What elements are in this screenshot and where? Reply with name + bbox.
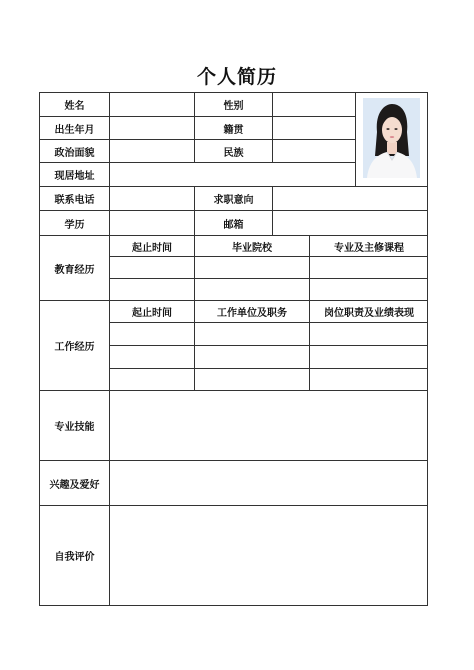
label-education-history: 教育经历 <box>54 264 95 276</box>
native-place-field[interactable] <box>273 117 355 139</box>
label-job-intention: 求职意向 <box>213 195 254 206</box>
label-political-status: 政治面貌 <box>54 147 95 159</box>
label-work-history: 工作经历 <box>54 342 95 353</box>
label-self-evaluation: 自我评价 <box>54 552 95 563</box>
work-header-company: 工作单位及职务 <box>217 308 287 319</box>
page-title: 个人简历 <box>196 66 277 88</box>
label-ethnicity: 民族 <box>223 147 244 159</box>
education-level-field[interactable] <box>110 211 194 235</box>
self-evaluation-field[interactable] <box>110 506 428 605</box>
job-intention-field[interactable] <box>273 187 428 210</box>
education-header-major: 专业及主修课程 <box>334 242 404 254</box>
label-address: 现居地址 <box>54 171 95 182</box>
label-gender: 性别 <box>223 101 244 112</box>
label-education-level: 学历 <box>64 219 85 231</box>
address-field[interactable] <box>110 163 355 186</box>
work-header-duties: 岗位职责及业绩表现 <box>324 308 414 319</box>
hobbies-field[interactable] <box>110 461 428 505</box>
phone-field[interactable] <box>110 187 194 210</box>
education-header-period: 起止时间 <box>132 242 172 254</box>
label-native-place: 籍贯 <box>223 124 244 136</box>
gender-field[interactable] <box>273 93 355 116</box>
label-phone: 联系电话 <box>54 195 95 206</box>
label-name: 姓名 <box>64 101 85 112</box>
email-field[interactable] <box>273 211 428 235</box>
label-hobbies: 兴趣及爱好 <box>49 479 100 491</box>
birth-field[interactable] <box>110 117 194 139</box>
work-header-period: 起止时间 <box>132 308 172 319</box>
education-header-school: 毕业院校 <box>232 242 272 254</box>
skills-field[interactable] <box>110 391 428 460</box>
portrait-photo <box>363 98 420 178</box>
name-field[interactable] <box>110 93 194 116</box>
political-status-field[interactable] <box>110 140 194 162</box>
label-email: 邮箱 <box>223 219 244 231</box>
ethnicity-field[interactable] <box>273 140 355 162</box>
portrait-image <box>363 98 420 178</box>
label-skills: 专业技能 <box>54 422 95 433</box>
label-birth: 出生年月 <box>54 124 95 136</box>
